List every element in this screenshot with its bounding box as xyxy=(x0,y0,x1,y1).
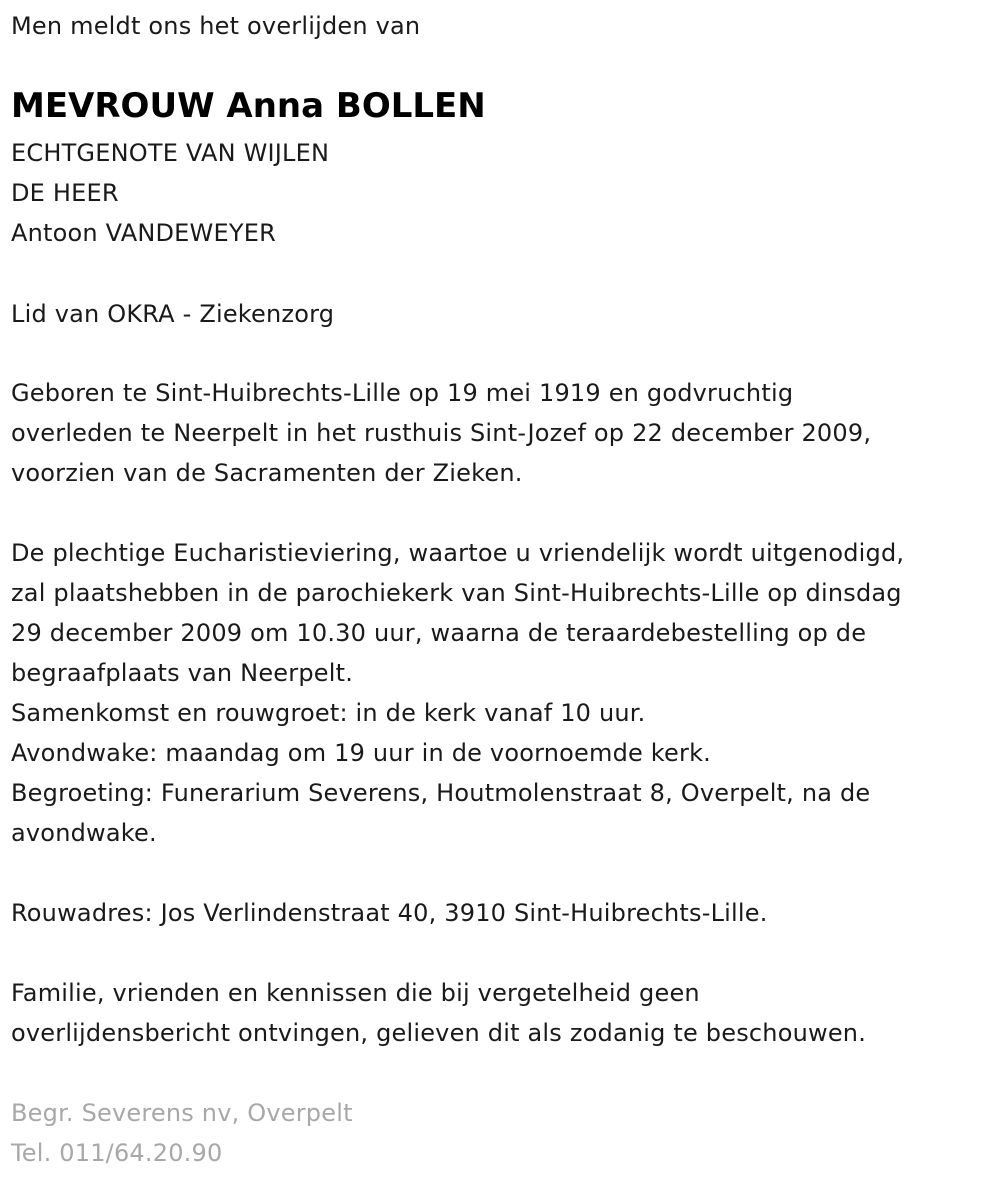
deceased-name: MEVROUW Anna BOLLEN xyxy=(11,86,486,126)
greeting-line: avondwake. xyxy=(11,819,157,847)
address-block xyxy=(11,893,768,933)
paragraph-line: overleden te Neerpelt in het rusthuis Sint-Jozef op 22 december 2009, xyxy=(11,419,872,447)
paragraph-line: De plechtige Eucharistieviering, waartoe u vriendelijk wordt uitgenodigd, xyxy=(11,539,905,567)
funeral-home-phone: Tel. 011/64.20.90 xyxy=(11,1139,223,1167)
funeral-home-footer xyxy=(11,1093,353,1173)
paragraph-line: voorzien van de Sacramenten der Zieken. xyxy=(11,459,523,487)
greeting-line: Begroeting: Funerarium Severens, Houtmolenstraat 8, Overpelt, na de xyxy=(11,779,871,807)
notice-paragraph xyxy=(11,973,866,1053)
paragraph-line: overlijdensbericht ontvingen, gelieven dit als zodanig te beschouwen. xyxy=(11,1019,867,1047)
spouse-name: Antoon VANDEWEYER xyxy=(11,219,276,247)
funeral-home-name: Begr. Severens nv, Overpelt xyxy=(11,1099,353,1127)
ceremony-paragraph xyxy=(11,533,904,853)
wake-line: Avondwake: maandag om 19 uur in de voornoemde kerk. xyxy=(11,739,712,767)
birth-death-paragraph xyxy=(11,373,871,493)
membership-block xyxy=(11,294,334,334)
membership-text: Lid van OKRA - Ziekenzorg xyxy=(11,300,335,328)
gathering-line: Samenkomst en rouwgroet: in de kerk vanaf 10 uur. xyxy=(11,699,646,727)
paragraph-line: 29 december 2009 om 10.30 uur, waarna de teraardebestelling op de xyxy=(11,619,867,647)
paragraph-line: Geboren te Sint-Huibrechts-Lille op 19 mei 1919 en godvruchtig xyxy=(11,379,794,407)
paragraph-line: zal plaatshebben in de parochiekerk van Sint-Huibrechts-Lille op dinsdag xyxy=(11,579,902,607)
spouse-line: DE HEER xyxy=(11,179,119,207)
paragraph-line: Familie, vrienden en kennissen die bij vergetelheid geen xyxy=(11,979,700,1007)
mourning-address: Rouwadres: Jos Verlindenstraat 40, 3910 Sint-Huibrechts-Lille. xyxy=(11,899,768,927)
spouse-block xyxy=(11,133,329,253)
paragraph-line: begraafplaats van Neerpelt. xyxy=(11,659,354,687)
spouse-line: ECHTGENOTE VAN WIJLEN xyxy=(11,139,330,167)
intro-text: Men meldt ons het overlijden van xyxy=(11,12,421,40)
